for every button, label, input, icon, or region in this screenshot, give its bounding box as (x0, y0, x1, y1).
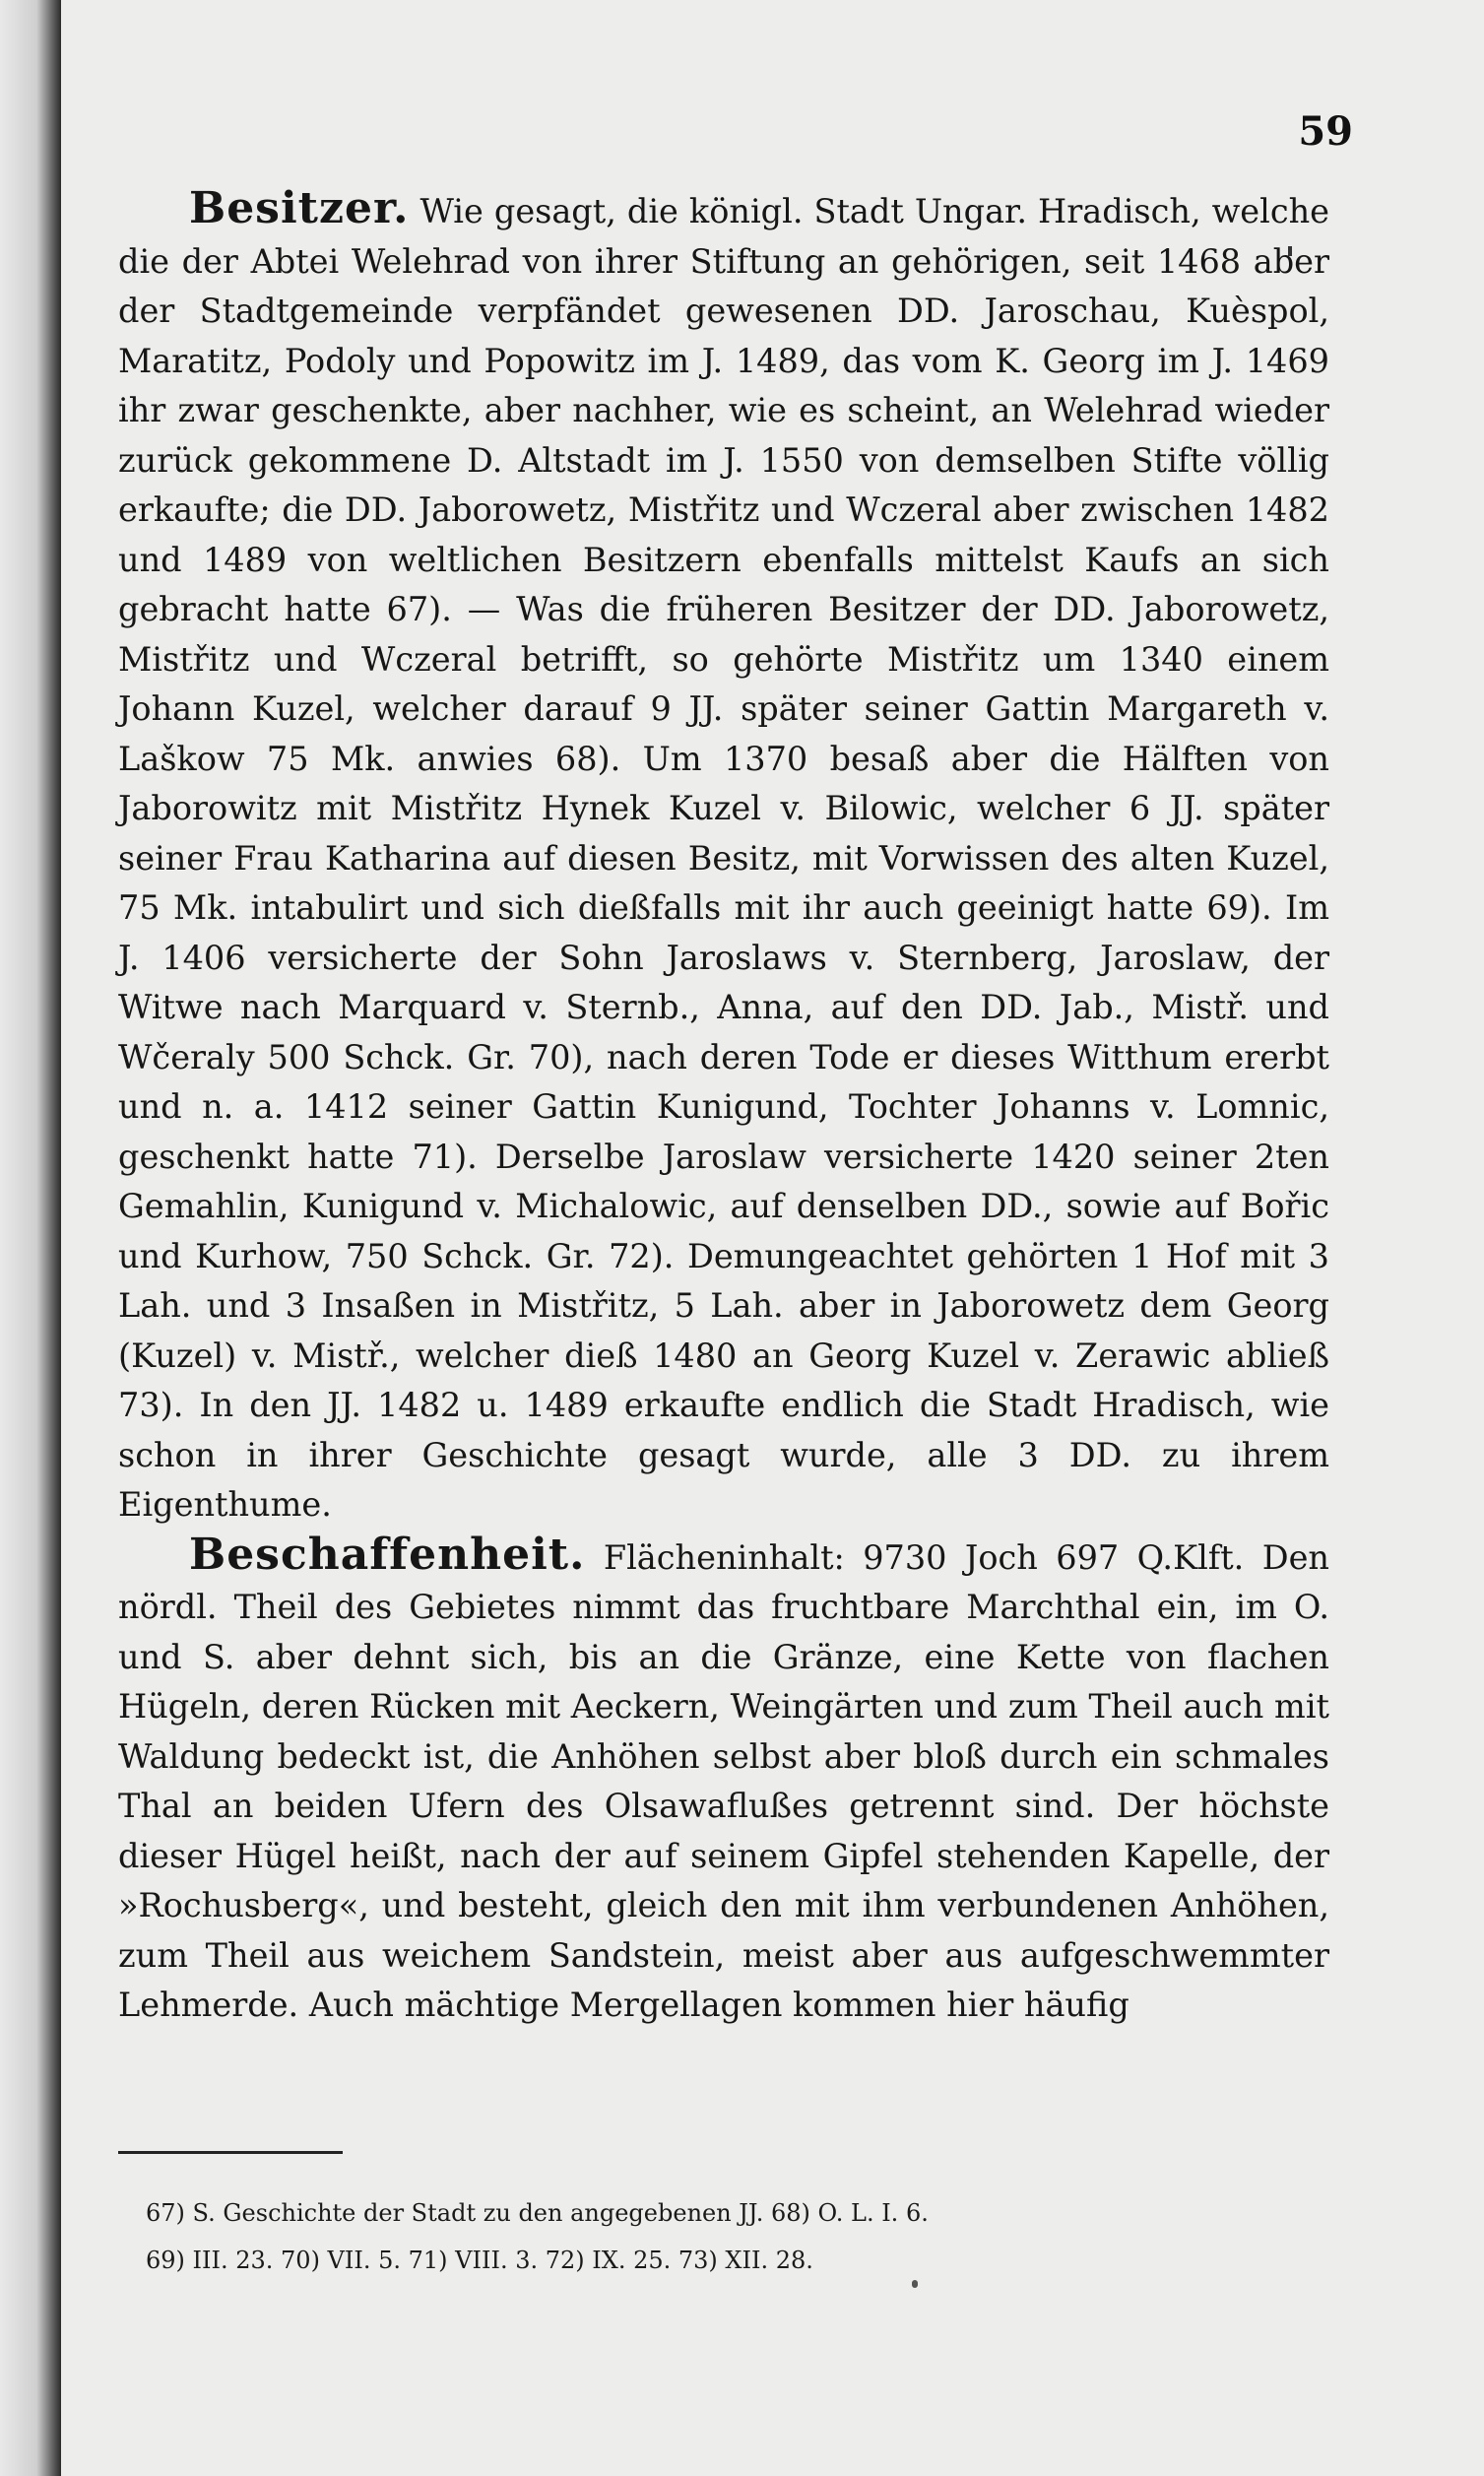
paragraph-text-besitzer: Wie gesagt, die königl. Stadt Ungar. Hradisch, welche die der Abtei Welehrad von ihrer Stiftung an gehörigen, seit 1468 aber der Stadtgemeinde verpfändet gewesenen DD. Jaroschau, Kuèspol, Maratitz, Podoly und Popowitz im J. 1489, das vom K. Georg im J. 1469 ihr zwar geschenkte, aber nachher, wie es scheint, an Welehrad wieder zurück gekommene D. Altstadt im J. 1550 von demselben Stifte völlig erkaufte; die DD. Jaborowetz, Mistřitz und Wczeral aber zwischen 1482 und 1489 von weltlichen Besitzern ebenfalls mittelst Kaufs an sich gebracht hatte 67). — Was die früheren Besitzer der DD. Jaborowetz, Mistřitz und Wczeral betrifft, so gehörte Mistřitz um 1340 einem Johann Kuzel, welcher darauf 9 JJ. später seiner Gattin Margareth v. Laškow 75 Mk. anwies 68). Um 1370 besaß aber die Hälften von Jaborowitz mit Mistřitz Hynek Kuzel v. Bilowic, welcher 6 JJ. später seiner Frau Katharina auf diesen Besitz, mit Vorwissen des alten Kuzel, 75 Mk. intabulirt und sich dießfalls mit ihr auch geeinigt hatte 69). Im J. 1406 versicherte der Sohn Jaroslaws v. Sternberg, Jaroslaw, der Witwe nach Marquard v. Sternb., Anna, auf den DD. Jab., Mistř. und Wčeraly 500 Schck. Gr. 70), nach deren Tode er dieses Witthum ererbt und n. a. 1412 seiner Gattin Kunigund, Tochter Johanns v. Lomnic, geschenkt hatte 71). Derselbe Jaroslaw versicherte 1420 seiner 2ten Gemahlin, Kunigund v. Michalowic, auf denselben DD., sowie auf Bořic und Kurhow, 750 Schck. Gr. 72). Demungeachtet gehörten 1 Hof mit 3 Lah. und 3 Insaßen in Mistřitz, 5 Lah. aber in Jaborowetz dem Georg (Kuzel) v. Mistř., welcher dieß 1480 an Georg Kuzel v. Zerawic abließ 73). In den JJ. 1482 u. 1489 erkaufte endlich die Stadt Hradisch, wie schon in ihrer Geschichte gesagt wurde, alle 3 DD. zu ihrem Eigenthume. (118, 192, 1329, 1524)
page-number: 59 (1298, 108, 1353, 155)
footnote-line-2: 69) III. 23. 70) VII. 5. 71) VIII. 3. 72) IX. 25. 73) XII. 28. (146, 2247, 813, 2274)
page-body (118, 103, 1329, 2031)
stray-ink-mark (912, 2280, 918, 2288)
paragraph-text-beschaffenheit: Flächeninhalt: 9730 Joch 697 Q.Klft. Den nördl. Theil des Gebietes nimmt das fruchtbare Marchthal ein, im O. und S. aber dehnt sich, bis an die Gränze, eine Kette von flachen Hügeln, deren Rücken mit Aeckern, Weingärten und zum Theil auch mit Waldung bedeckt ist, die Anhöhen selbst aber bloß durch ein schmales Thal an beiden Ufern des Olsawaflußes getrennt sind. Der höchste dieser Hügel heißt, nach der auf seinem Gipfel stehenden Kapelle, der »Rochusberg«, und besteht, gleich den mit ihm verbundenen Anhöhen, zum Theil aus weichem Sandstein, meist aber aus aufgeschwemmter Lehmerde. Auch mächtige Mergellagen kommen hier häufig (118, 1537, 1329, 2024)
footnote-divider (118, 2151, 343, 2154)
book-page (61, 0, 1484, 2476)
section-heading-beschaffenheit: Beschaffenheit. (189, 1529, 586, 1580)
footnotes (146, 2189, 1308, 2284)
paragraph-beschaffenheit (118, 1531, 1329, 2031)
section-heading-besitzer: Besitzer. (189, 183, 410, 233)
paragraph-besitzer (118, 184, 1329, 1531)
footnote-area (61, 2106, 1484, 2284)
footnote-line-1: 67) S. Geschichte der Stadt zu den angegebenen JJ. 68) O. L. I. 6. (146, 2199, 929, 2227)
page-left-edge (0, 0, 61, 2476)
